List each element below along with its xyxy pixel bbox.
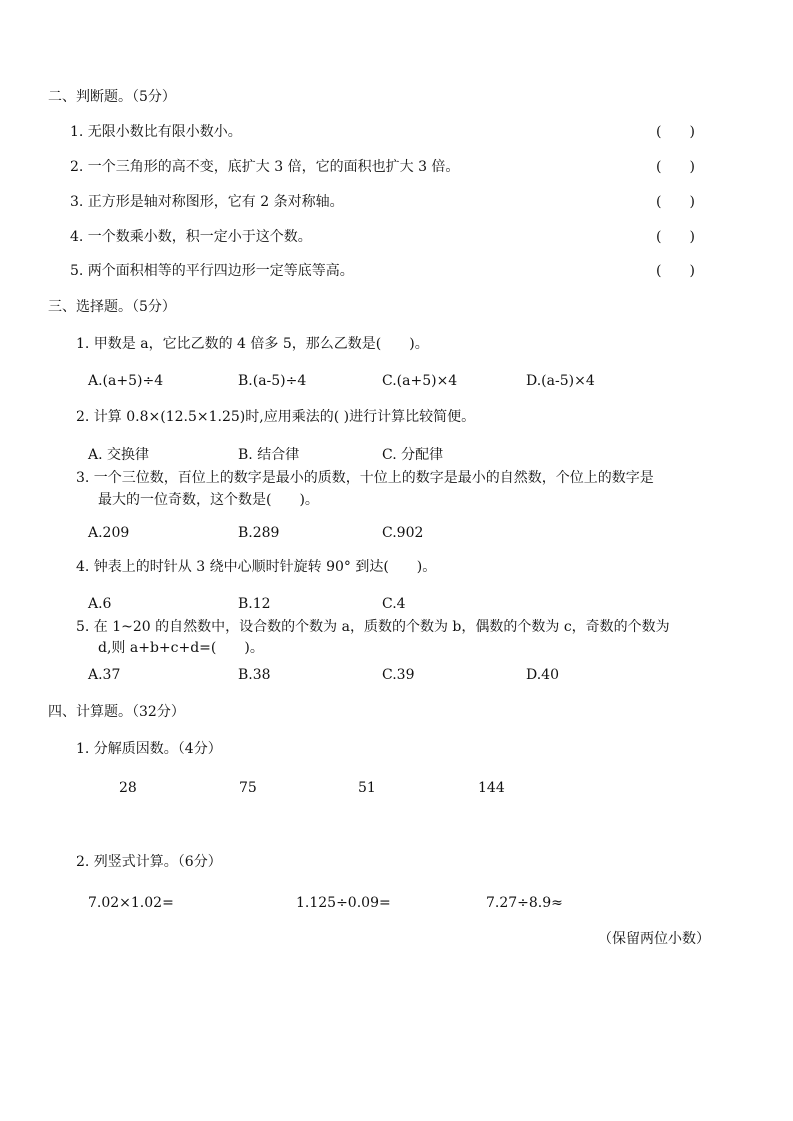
judge-item-4: 4. 一个数乘小数，积一定小于这个数。 <box>70 229 312 245</box>
section2-title: 二、判断题。（5分） <box>48 89 176 105</box>
vertical-calc-3: 7.27÷8.9≈ <box>486 895 563 911</box>
choice-q5-option-d[interactable]: D.40 <box>526 667 559 683</box>
section3-title: 三、选择题。（5分） <box>48 299 176 315</box>
choice-q4-option-b[interactable]: B.12 <box>238 596 271 612</box>
choice-q1-option-b[interactable]: B.(a-5)÷4 <box>238 373 307 389</box>
factor-number-3: 51 <box>358 780 376 796</box>
choice-q3-line1: 3. 一个三位数，百位上的数字是最小的质数，十位上的数字是最小的自然数，个位上的数字是 <box>76 470 654 486</box>
vertical-calc-1: 7.02×1.02= <box>88 895 174 911</box>
choice-q4: 4. 钟表上的时针从 3 绕中心顺时针旋转 90° 到达( )。 <box>76 559 437 575</box>
choice-q5-line1: 5. 在 1~20 的自然数中，设合数的个数为 a，质数的个数为 b，偶数的个数为 c，奇数的个数为 <box>76 619 670 635</box>
choice-q2-option-c[interactable]: C. 分配律 <box>382 447 444 463</box>
judge-answer-1[interactable]: ( ) <box>656 124 695 140</box>
factor-number-4: 144 <box>478 780 505 796</box>
judge-item-2: 2. 一个三角形的高不变，底扩大 3 倍，它的面积也扩大 3 倍。 <box>70 159 460 175</box>
choice-q5-option-c[interactable]: C.39 <box>382 667 415 683</box>
choice-q3-option-c[interactable]: C.902 <box>382 525 424 541</box>
factor-number-2: 75 <box>239 780 257 796</box>
judge-answer-3[interactable]: ( ) <box>656 194 695 210</box>
factor-number-1: 28 <box>119 780 137 796</box>
rounding-note: （保留两位小数） <box>598 931 710 947</box>
judge-item-3: 3. 正方形是轴对称图形，它有 2 条对称轴。 <box>70 194 344 210</box>
vertical-calc-2: 1.125÷0.09= <box>296 895 391 911</box>
choice-q3-option-b[interactable]: B.289 <box>238 525 280 541</box>
choice-q2-option-a[interactable]: A. 交换律 <box>88 447 150 463</box>
choice-q4-option-c[interactable]: C.4 <box>382 596 406 612</box>
choice-q5-option-a[interactable]: A.37 <box>88 667 121 683</box>
choice-q2-option-b[interactable]: B. 结合律 <box>238 447 300 463</box>
judge-answer-4[interactable]: ( ) <box>656 229 695 245</box>
section4-title: 四、计算题。（32分） <box>48 704 185 720</box>
choice-q1-option-d[interactable]: D.(a-5)×4 <box>526 373 595 389</box>
choice-q5-option-b[interactable]: B.38 <box>238 667 271 683</box>
choice-q1-option-c[interactable]: C.(a+5)×4 <box>382 373 458 389</box>
choice-q1-option-a[interactable]: A.(a+5)÷4 <box>88 373 164 389</box>
choice-q2: 2. 计算 0.8×(12.5×1.25)时,应用乘法的( )进行计算比较简便。 <box>76 409 476 425</box>
calc-q1: 1. 分解质因数。（4分） <box>76 741 222 757</box>
choice-q4-option-a[interactable]: A.6 <box>88 596 112 612</box>
judge-item-1: 1. 无限小数比有限小数小。 <box>70 124 242 140</box>
judge-item-5: 5. 两个面积相等的平行四边形一定等底等高。 <box>70 263 354 279</box>
choice-q1: 1. 甲数是 a，它比乙数的 4 倍多 5，那么乙数是( )。 <box>76 336 429 352</box>
judge-answer-5[interactable]: ( ) <box>656 263 695 279</box>
judge-answer-2[interactable]: ( ) <box>656 159 695 175</box>
choice-q3-option-a[interactable]: A.209 <box>88 525 130 541</box>
choice-q3-line2: 最大的一位奇数，这个数是( )。 <box>98 492 319 508</box>
choice-q5-line2: d,则 a+b+c+d=( )。 <box>98 640 264 656</box>
calc-q2: 2. 列竖式计算。（6分） <box>76 854 222 870</box>
